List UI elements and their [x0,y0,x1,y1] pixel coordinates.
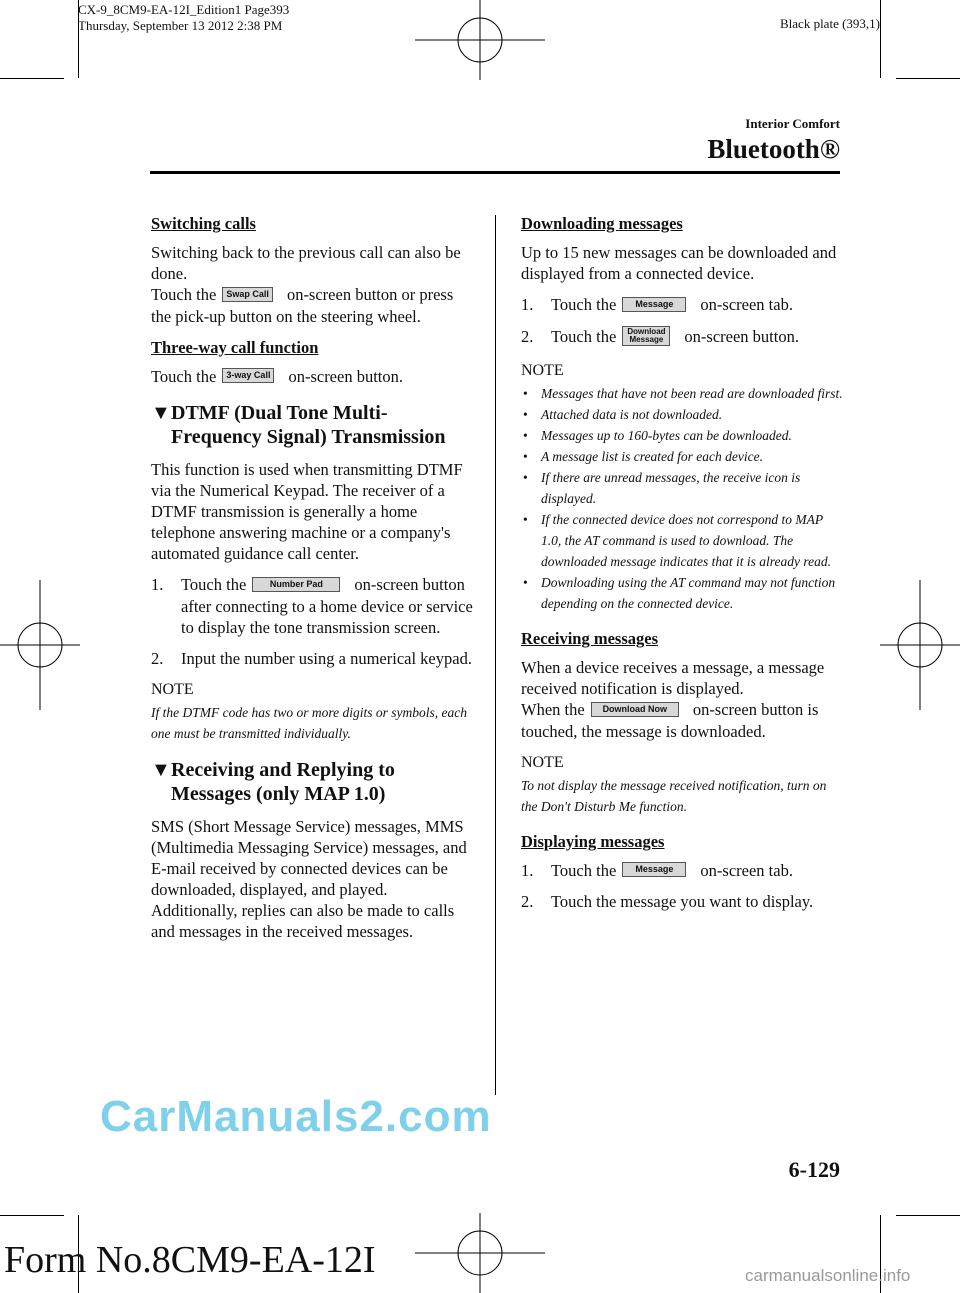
receiving-replying-heading [151,758,476,806]
triangle-down-icon: ▼ [151,402,171,425]
when-the-label: When the [521,699,585,719]
number-pad-button[interactable]: Number Pad [252,577,340,592]
step-number: 2. [151,649,164,669]
form-number: Form No.8CM9-EA-12I [4,1239,376,1281]
download-message-line1: Download [627,326,666,336]
download-step-2 [521,326,846,350]
left-column [151,213,476,952]
bullet-icon: • [523,511,528,527]
touch-the-label: Touch the [551,326,617,346]
switching-p1: Switching back to the previous call can also be done. [151,243,461,283]
dtmf-note-text: If the DTMF code has two or more digits or symbols, each one must be transmitted individually. [151,705,467,742]
touch-the-label: Touch the [151,366,217,386]
receiving-p1: When a device receives a message, a message received notification is displayed. [521,657,825,698]
displaying-heading: Displaying messages [521,831,665,851]
note-label: NOTE [521,753,564,771]
registration-mark-right-icon [880,580,960,710]
note-label: NOTE [151,681,194,699]
site-watermark: carmanualsonline.info [745,1266,911,1285]
bullet-icon: • [523,385,528,401]
bullet-icon: • [523,427,528,443]
bullet-icon: • [523,406,528,422]
onscreen-tab-label: on-screen tab. [700,295,793,314]
note-bullet: • Messages that have not been read are downloaded first. [521,383,846,404]
step-1-rest: on-screen button after connecting to a home device or service to display the tone transmission screen. [181,575,473,638]
column-divider [495,215,496,1095]
right-column [521,213,846,922]
receiving-messages-heading: Receiving messages [521,628,659,648]
note-bullet: • Attached data is not downloaded. [521,404,846,425]
switching-p2: on-screen button or press the pick-up button on the steering wheel. [151,285,454,326]
downloading-heading: Downloading messages [521,214,683,233]
download-step-1 [521,294,846,316]
receiving-p2: on-screen button is touched, the message is downloaded. [521,699,819,741]
three-way-text [151,366,476,388]
three-way-call-button[interactable]: 3-way Call [222,368,274,383]
switching-calls-heading: Switching calls [151,214,256,233]
dtmf-step-1 [151,574,476,638]
date-line: Thursday, September 13 2012 2:38 PM [78,18,283,33]
registration-mark-bottom-icon [415,1213,545,1293]
download-message-line2: Message [629,334,664,344]
bullet-icon: • [523,448,528,464]
note-bullet: • A message list is created for each device. [521,446,846,467]
page-number: 6-129 [788,1157,840,1182]
display-step-2-text: Touch the message you want to display. [551,892,814,912]
file-line: CX-9_8CM9-EA-12I_Edition1 Page393 [78,2,290,17]
bullet-icon: • [523,574,528,590]
onscreen-button-label: on-screen button. [684,326,799,346]
display-step-2 [521,891,846,912]
step-number: 2. [521,326,534,346]
touch-the-label: Touch the [151,285,217,304]
three-way-heading: Three-way call function [151,337,319,357]
section-title: Bluetooth® [707,134,840,164]
header-rule [150,171,840,174]
receiving-messages-text [521,657,846,742]
touch-the-label: Touch the [551,860,617,880]
receiving-note-text: To not display the message received notification, turn on the Don't Disturb Me function. [521,777,827,814]
dtmf-heading-text: DTMF (Dual Tone Multi-Frequency Signal) Transmission [171,402,446,449]
step-number: 1. [521,860,534,880]
swap-call-button[interactable]: Swap Call [222,287,273,302]
note-bullet: • If the connected device does not correspond to MAP 1.0, the AT command is used to download. The downloaded message indicates that it is already read. [521,509,846,572]
section-subtitle: Interior Comfort [745,116,840,131]
message-tab-button[interactable]: Message [622,297,686,312]
note-label: NOTE [521,361,564,379]
registration-mark-left-icon [0,580,80,710]
dtmf-paragraph: This function is used when transmitting DTMF via the Numerical Keypad. The receiver of a DTMF transmission is generally a home telephone answering machine or a company's automated guidance call center. [151,460,463,564]
switching-calls-text [151,242,476,327]
download-message-button[interactable] [622,326,670,346]
download-notes-list [521,383,846,614]
download-now-button[interactable]: Download Now [591,702,679,717]
touch-the-label: Touch the [551,295,617,314]
triangle-down-icon: ▼ [151,759,171,782]
downloading-paragraph: Up to 15 new messages can be downloaded and displayed from a connected device. [521,243,837,283]
watermark: CarManuals2.com [100,1092,492,1141]
note-bullet: • If there are unread messages, the receive icon is displayed. [521,467,846,509]
dtmf-heading [151,401,476,449]
bullet-icon: • [523,469,528,485]
message-tab-button[interactable]: Message [622,862,686,877]
print-slug [78,2,289,34]
plate-label: Black plate (393,1) [780,16,880,31]
step-number: 1. [521,295,534,314]
step-2-text: Input the number using a numerical keypad. [181,649,472,669]
onscreen-tab-label: on-screen tab. [700,860,793,880]
touch-the-label: Touch the [181,575,247,595]
dtmf-step-2 [151,648,476,669]
receiving-replying-paragraph: SMS (Short Message Service) messages, MMS (Multimedia Messaging Service) messages, and E-mail received by connected devices can be downloaded, displayed, and played. Additionally, replies can also be made to calls and messages in the received messages. [151,817,467,942]
step-number: 1. [151,575,164,595]
note-bullet: • Messages up to 160-bytes can be downloaded. [521,425,846,446]
registration-mark-top-icon [415,0,545,80]
note-bullet: • Downloading using the AT command may not function depending on the connected device. [521,572,846,614]
display-step-1 [521,860,846,882]
step-number: 2. [521,892,534,912]
onscreen-button-label: on-screen button. [288,366,404,386]
receiving-replying-heading-text: Receiving and Replying to Messages (only MAP 1.0) [171,759,395,806]
